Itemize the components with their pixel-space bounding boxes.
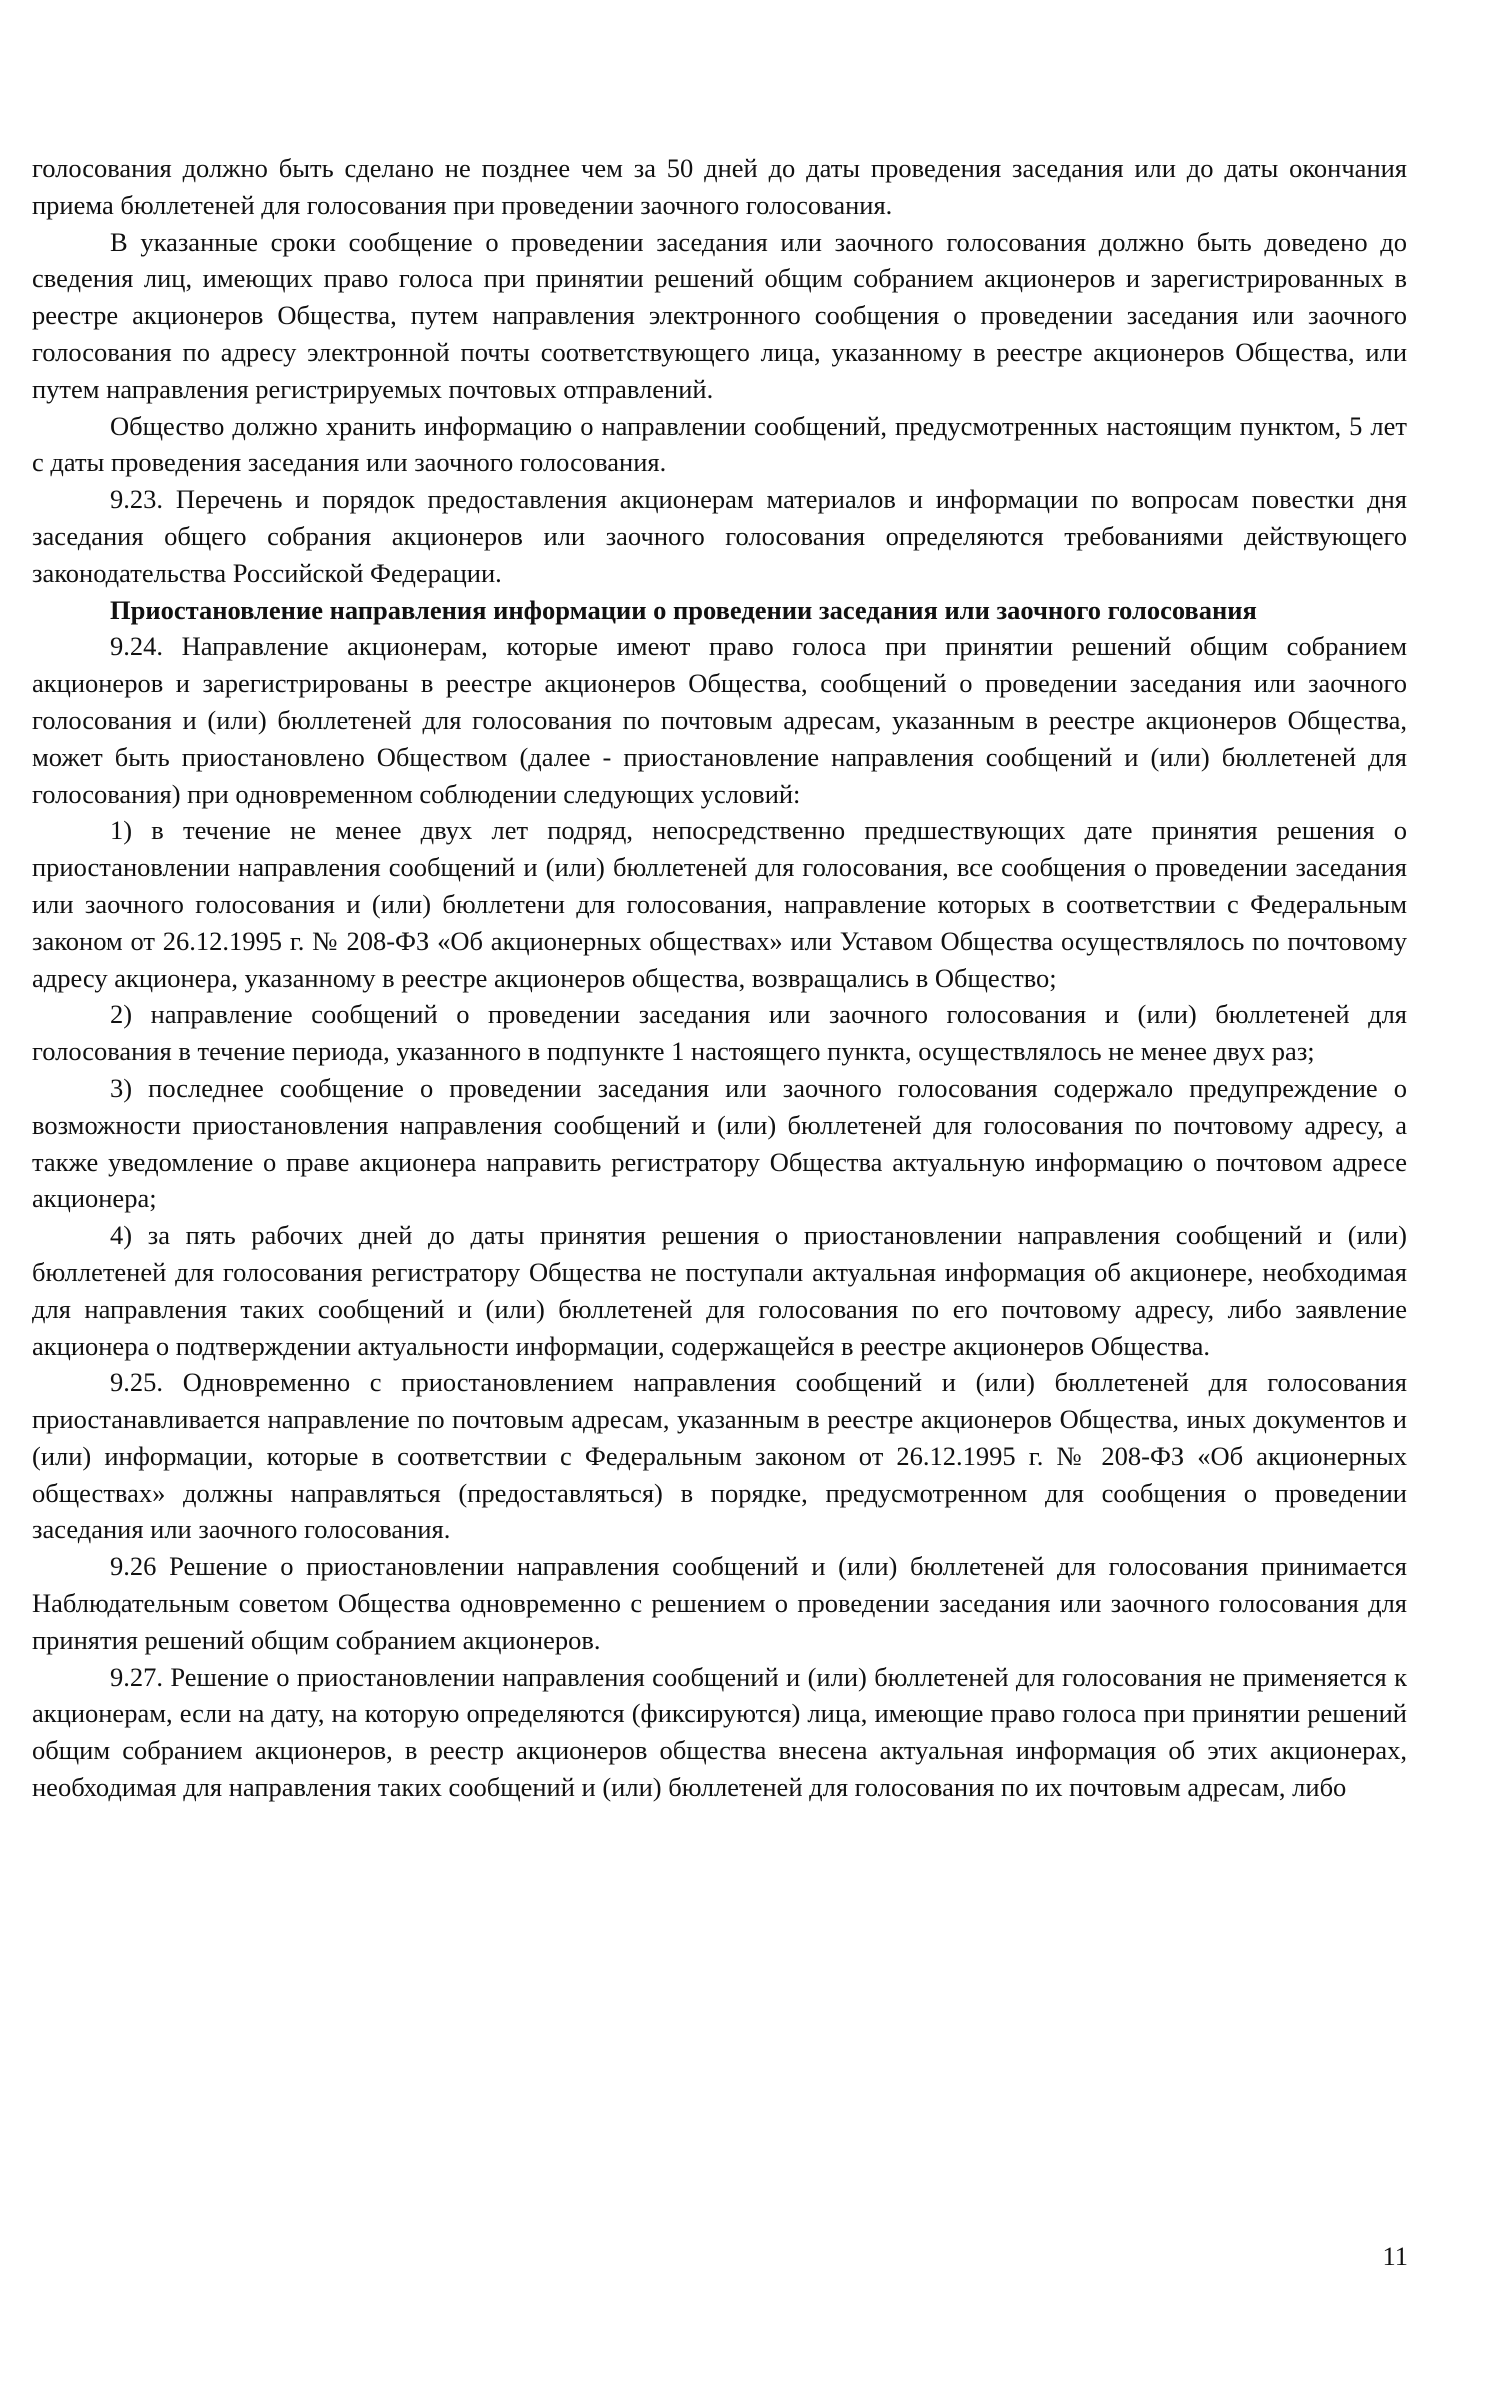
page-number: 11 — [1382, 2241, 1408, 2271]
paragraph-info-storage: Общество должно хранить информацию о направлении сообщений, предусмотренных настоящим пунктом, 5 лет с даты проведения заседания или заочного голосования. — [32, 410, 1407, 478]
paragraph-continuation: голосования должно быть сделано не позднее чем за 50 дней до даты проведения заседания или до даты окончания приема бюллетеней для голосования при проведении заочного голосования. — [32, 153, 1407, 220]
paragraph-notice-delivery: В указанные сроки сообщение о проведении заседания или заочного голосования должно быть доведено до сведения лиц, имеющих право голоса при принятии решений общим собранием акционеров и зарегистрированных в реестре акционеров Общества, путем направления электронного сообщения о проведении заседания или заочного голосования по адресу электронной почты соответствующего лица, указанному в реестре акционеров Общества, или путем направления регистрируемых почтовых отправлений. — [32, 226, 1407, 404]
list-item-condition-3: 3) последнее сообщение о проведении заседания или заочного голосования содержало предупреждение о возможности приостановления направления сообщений и (или) бюллетеней для голосования по почтовому адресу, а также уведомление о праве акционера направить регистратору Общества актуальную информацию о почтовом адресе акционера; — [32, 1072, 1407, 1214]
paragraph-9-25: 9.25. Одновременно с приостановлением направления сообщений и (или) бюллетеней для голосования приостанавливается направление по почтовым адресам, указанным в реестре акционеров Общества, иных документов и (или) информации, которые в соответствии с Федеральным законом от 26.12.1995 г. № 208-ФЗ «Об акционерных обществах» должны направляться (предоставляться) в порядке, предусмотренном для сообщения о проведении заседания или заочного голосования. — [32, 1367, 1407, 1545]
paragraph-9-26: 9.26 Решение о приостановлении направления сообщений и (или) бюллетеней для голосования принимается Наблюдательным советом Общества одновременно с решением о проведении заседания или заочного голосования для принятия решений общим собранием акционеров. — [32, 1551, 1407, 1655]
list-item-condition-1: 1) в течение не менее двух лет подряд, непосредственно предшествующих дате принятия решения о приостановлении направления сообщений и (или) бюллетеней для голосования, все сообщения о проведении заседания или заочного голосования и (или) бюллетени для голосования, направление которых в соответствии с Федеральным законом от 26.12.1995 г. № 208-ФЗ «Об акционерных обществах» или Уставом Общества осуществлялось по почтовому адресу акционера, указанному в реестре акционеров общества, возвращались в Общество; — [32, 815, 1407, 993]
section-heading: Приостановление направления информации о проведении заседания или заочного голосования — [110, 594, 1257, 625]
list-item-condition-2: 2) направление сообщений о проведении заседания или заочного голосования и (или) бюллетеней для голосования в течение периода, указанного в подпункте 1 настоящего пункта, осуществлялось не менее двух раз; — [32, 999, 1407, 1067]
document-page — [32, 150, 1407, 1806]
list-item-condition-4: 4) за пять рабочих дней до даты принятия решения о приостановлении направления сообщений и (или) бюллетеней для голосования регистратору Общества не поступали актуальная информация об акционере, необходимая для направления таких сообщений и (или) бюллетеней для голосования по его почтовому адресу, либо заявление акционера о подтверждении актуальности информации, содержащейся в реестре акционеров Общества. — [32, 1220, 1407, 1361]
paragraph-9-27: 9.27. Решение о приостановлении направления сообщений и (или) бюллетеней для голосования не применяется к акционерам, если на дату, на которую определяются (фиксируются) лица, имеющие право голоса при принятии решений общим собранием акционеров, в реестр акционеров общества внесена актуальная информация об этих акционерах, необходимая для направления таких сообщений и (или) бюллетеней для голосования по их почтовым адресам, либо — [32, 1661, 1407, 1803]
paragraph-9-23: 9.23. Перечень и порядок предоставления акционерам материалов и информации по вопросам повестки дня заседания общего собрания акционеров или заочного голосования определяются требованиями действующего законодательства Российской Федерации. — [32, 484, 1407, 588]
paragraph-9-24: 9.24. Направление акционерам, которые имеют право голоса при принятии решений общим собранием акционеров и зарегистрированы в реестре акционеров Общества, сообщений о проведении заседания или заочного голосования и (или) бюллетеней для голосования по почтовым адресам, указанным в реестре акционеров Общества, может быть приостановлено Обществом (далее - приостановление направления сообщений и (или) бюллетеней для голосования) при одновременном соблюдении следующих условий: — [32, 631, 1407, 809]
